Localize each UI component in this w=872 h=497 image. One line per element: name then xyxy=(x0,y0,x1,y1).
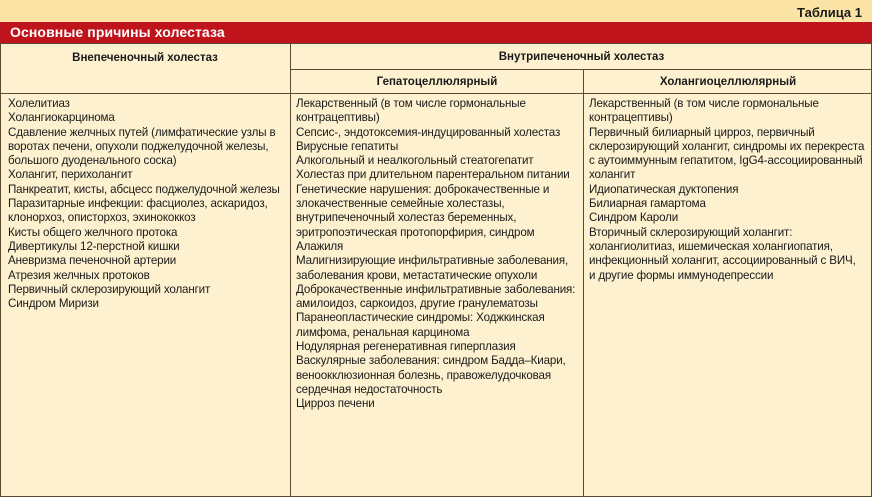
list-item: Идиопатическая дуктопения xyxy=(589,182,739,196)
list-item: Лекарственный (в том числе гормональные контрацептивы) xyxy=(296,97,526,125)
table-title-bar xyxy=(0,22,872,43)
table-number-label: Таблица 1 xyxy=(796,5,862,20)
list-item: Васкулярные заболевания: синдром Бадда–Киари, веноокклюзионная болезнь, правожелудочковая сердечная недостаточность xyxy=(296,354,566,396)
list-item: Первичный билиарный цирроз, первичный склерозирующий холангит, синдромы их перекреста с аутоиммунным гепатитом, IgG4-ассоциированный холангит xyxy=(589,125,865,182)
list-item: Первичный склерозирующий холангит xyxy=(8,282,211,296)
list-item: Синдром Миризи xyxy=(8,297,99,311)
table-title: Основные причины холестаза xyxy=(10,24,225,40)
list-item: Алкогольный и неалкогольный стеатогепатит xyxy=(296,154,534,168)
list-item: Билиарная гамартома xyxy=(589,197,706,211)
column-divider-1 xyxy=(290,43,291,497)
list-item: Малигнизирующие инфильтративные заболевания, заболевания крови, метастатические опухоли xyxy=(296,254,569,282)
column-header-extrahepatic: Внепеченочный холестаз xyxy=(72,52,218,64)
column-divider-2 xyxy=(583,69,584,497)
hepatocellular-column xyxy=(296,97,578,412)
list-item: Генетические нарушения: доброкачественные и злокачественные семейные холестазы, внутрипеченочный холестаз беременных, эритропоэтическая протопорфирия, синдром Алажиля xyxy=(296,182,550,253)
list-item: Дивертикулы 12-перстной кишки xyxy=(8,239,180,253)
list-item: Вторичный склерозирующий холангит: холангиолитиаз, ишемическая холангиопатия, инфекционный холангит, ассоциированный с ВИЧ, и другие формы иммунодепрессии xyxy=(589,225,856,282)
subheader-rule xyxy=(290,69,872,70)
list-item: Паранеопластические синдромы: Ходжкинская лимфома, ренальная карцинома xyxy=(296,311,545,339)
list-item: Вирусные гепатиты xyxy=(296,139,399,153)
extrahepatic-column xyxy=(8,97,284,311)
list-item: Лекарственный (в том числе гормональные контрацептивы) xyxy=(589,97,819,125)
list-item: Паразитарные инфекции: фасциолез, аскаридоз, клонорхоз, описторхоз, эхинококкоз xyxy=(8,197,268,225)
list-item: Холестаз при длительном парентеральном питании xyxy=(296,168,570,182)
table-left-border xyxy=(0,43,1,497)
list-item: Сдавление желчных путей (лимфатические узлы в воротах печени, опухоли поджелудочной железы, большого дуоденального соска) xyxy=(8,125,276,168)
column-header-intrahepatic: Внутрипеченочный холестаз xyxy=(498,51,665,63)
column-header-hepatocellular: Гепатоцеллюлярный xyxy=(376,76,498,88)
cholangiocellular-column xyxy=(589,97,865,283)
list-item: Холангит, перихолангит xyxy=(8,168,133,182)
list-item: Нодулярная регенеративная гиперплазия xyxy=(296,340,516,354)
list-item: Цирроз печени xyxy=(296,397,375,411)
column-header-cholangiocellular: Холангиоцеллюлярный xyxy=(659,76,797,88)
header-top-rule xyxy=(0,43,872,44)
list-item: Атрезия желчных протоков xyxy=(8,268,150,282)
table-label-strip xyxy=(0,0,872,22)
list-item: Панкреатит, кисты, абсцесс поджелудочной железы xyxy=(8,182,280,196)
list-item: Доброкачественные инфильтративные заболевания: амилоидоз, саркоидоз, другие гранулематозы xyxy=(296,282,576,311)
list-item: Аневризма печеночной артерии xyxy=(8,254,177,268)
list-item: Сепсис-, эндотоксемия-индуцированный холестаз xyxy=(296,125,561,139)
list-item: Кисты общего желчного протока xyxy=(8,225,178,239)
list-item: Холелитиаз xyxy=(8,97,70,110)
list-item: Синдром Кароли xyxy=(589,211,679,225)
list-item: Холангиокарцинома xyxy=(8,111,115,125)
header-bottom-rule xyxy=(0,93,872,94)
